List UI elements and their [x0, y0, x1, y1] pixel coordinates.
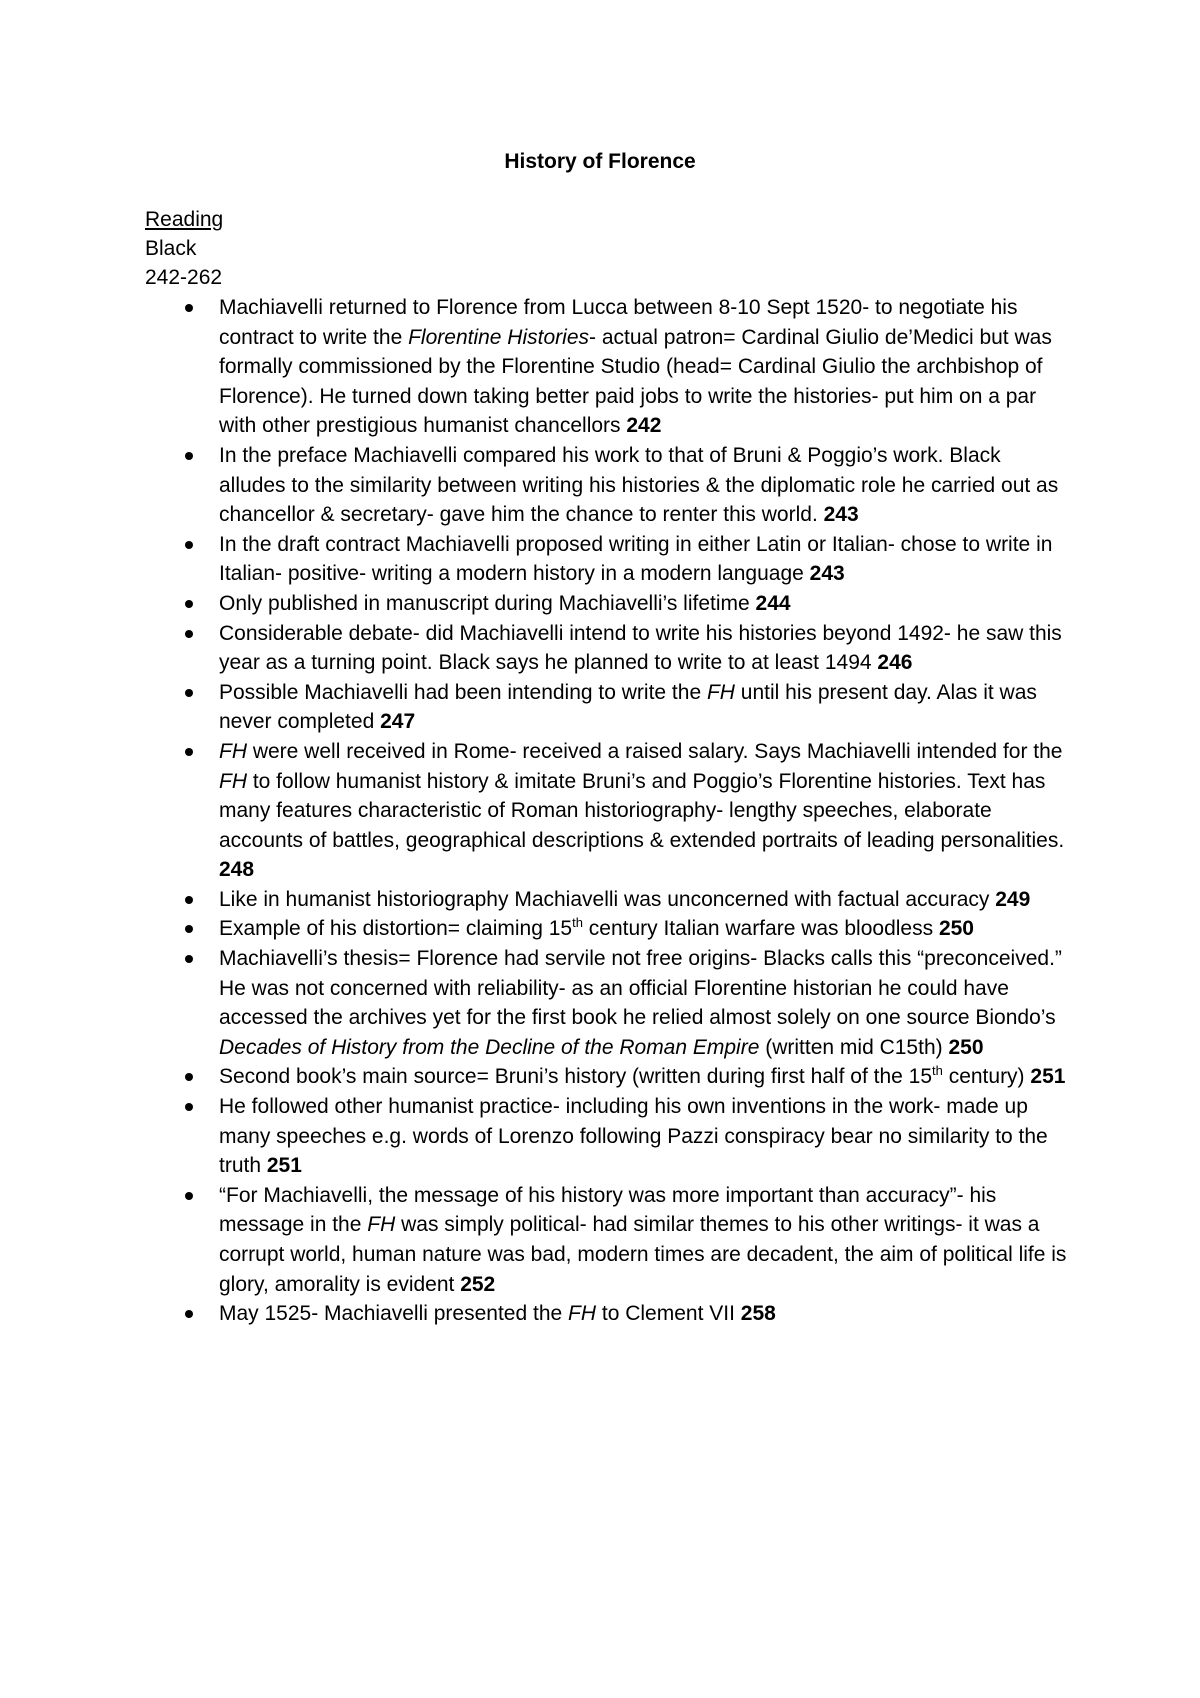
note-item: [145, 619, 1070, 678]
note-item: [145, 678, 1070, 737]
note-text: until his present day. Alas it was never completed: [219, 680, 1037, 734]
note-text: to Clement VII: [596, 1302, 741, 1326]
note-italic: FH: [367, 1213, 396, 1237]
note-item: [145, 914, 1070, 944]
note-item: [145, 1062, 1070, 1092]
note-text: In the draft contract Machiavelli proposed writing in either Latin or Italian- chose to write in Italian- positive- writing a modern history in a modern language: [219, 532, 1053, 586]
note-item: [145, 1299, 1070, 1329]
note-text: Only published in manuscript during Machiavelli’s lifetime: [219, 591, 756, 615]
note-item: [145, 1092, 1070, 1181]
note-page-ref: 248: [219, 858, 255, 882]
note-italic: Decades of History from the Decline of the Roman Empire: [219, 1035, 760, 1059]
note-text: Example of his distortion= claiming 15: [219, 917, 573, 941]
note-text: He followed other humanist practice- including his own inventions in the work- made up many speeches e.g. words of Lorenzo following Pazzi conspiracy bear no similarity to the truth: [219, 1095, 1048, 1178]
note-text: Machiavelli’s thesis= Florence had servile not free origins- Blacks calls this “preconceived.” He was not concerned with reliability- as an official Florentine historian he could have accessed the archives yet for the first book he relied almost solely on one source Biondo’s: [219, 947, 1062, 1030]
note-italic: FH: [219, 739, 247, 763]
note-item: [145, 293, 1070, 441]
page-range: 242-262: [145, 266, 223, 289]
note-page-ref: 251: [1030, 1065, 1066, 1089]
note-page-ref: 258: [740, 1302, 776, 1326]
note-text: was simply political- had similar themes to his other writings- it was a corrupt world, human nature was bad, modern times are decadent, the aim of political life is glory, amorality is evident: [219, 1213, 1067, 1296]
note-italic: FH: [568, 1302, 597, 1326]
ordinal-superscript: th: [932, 1063, 943, 1079]
note-page-ref: 250: [938, 917, 974, 941]
source-author: Black: [145, 237, 197, 260]
note-text: Like in humanist historiography Machiavelli was unconcerned with factual accuracy: [219, 887, 996, 911]
note-text: (written mid C15th): [759, 1035, 949, 1059]
note-page-ref: 246: [877, 651, 913, 675]
note-text: Second book’s main source= Bruni’s history (written during first half of the 15: [219, 1065, 933, 1089]
ordinal-superscript: th: [572, 915, 583, 931]
note-page-ref: 252: [460, 1272, 496, 1296]
note-page-ref: 250: [948, 1035, 984, 1059]
note-text: were well received in Rome- received a raised salary. Says Machiavelli intended for the: [247, 739, 1063, 763]
note-text: century Italian warfare was bloodless: [582, 917, 939, 941]
section-heading: Reading: [145, 208, 224, 231]
note-page-ref: 243: [823, 503, 859, 527]
note-text: Considerable debate- did Machiavelli intend to write his histories beyond 1492- he saw this year as a turning point. Black says he planned to write to at least 1494: [219, 621, 1062, 675]
note-page-ref: 243: [809, 562, 845, 586]
note-item: [145, 737, 1070, 885]
note-item: [145, 530, 1070, 589]
note-item: [145, 589, 1070, 619]
note-page-ref: 251: [266, 1154, 302, 1178]
note-item: [145, 1181, 1070, 1299]
note-text: to follow humanist history & imitate Bruni’s and Poggio’s Florentine histories. Text has many features characteristic of Roman historiography- lengthy speeches, elaborate accounts of battles, geographical descriptions & extended portraits of leading personalities.: [219, 769, 1065, 852]
note-text: century): [942, 1065, 1031, 1089]
note-page-ref: 242: [626, 414, 662, 438]
document-title: History of Florence: [504, 150, 696, 173]
note-text: May 1525- Machiavelli presented the: [219, 1302, 569, 1326]
note-page-ref: 249: [995, 887, 1031, 911]
note-italic: FH: [706, 680, 735, 704]
note-text: - actual patron= Cardinal Giulio de’Medici but was formally commissioned by the Florentine Studio (head= Cardinal Giulio the archbishop of Florence). He turned down taking better paid jobs to write the histories- put him on a par with other prestigious humanist chancellors: [219, 325, 1052, 438]
note-page-ref: 244: [755, 591, 791, 615]
note-page-ref: 247: [380, 710, 416, 734]
note-text: In the preface Machiavelli compared his work to that of Bruni & Poggio’s work. Black alludes to the similarity between writing his histories & the diplomatic role he carried out as chancellor & secretary- gave him the chance to renter this world.: [219, 443, 1059, 527]
note-italic: FH: [219, 769, 247, 793]
note-item: [145, 944, 1070, 1062]
note-text: Possible Machiavelli had been intending to write the: [219, 680, 707, 704]
note-item: [145, 885, 1070, 915]
note-text: Machiavelli returned to Florence from Lucca between 8-10 Sept 1520- to negotiate his contract to write the: [219, 296, 1018, 349]
note-text: “For Machiavelli, the message of his history was more important than accuracy”- his message in the: [219, 1183, 997, 1237]
notes-list: [145, 293, 1070, 1329]
note-italic: Florentine Histories: [408, 325, 589, 349]
note-item: [145, 441, 1070, 530]
